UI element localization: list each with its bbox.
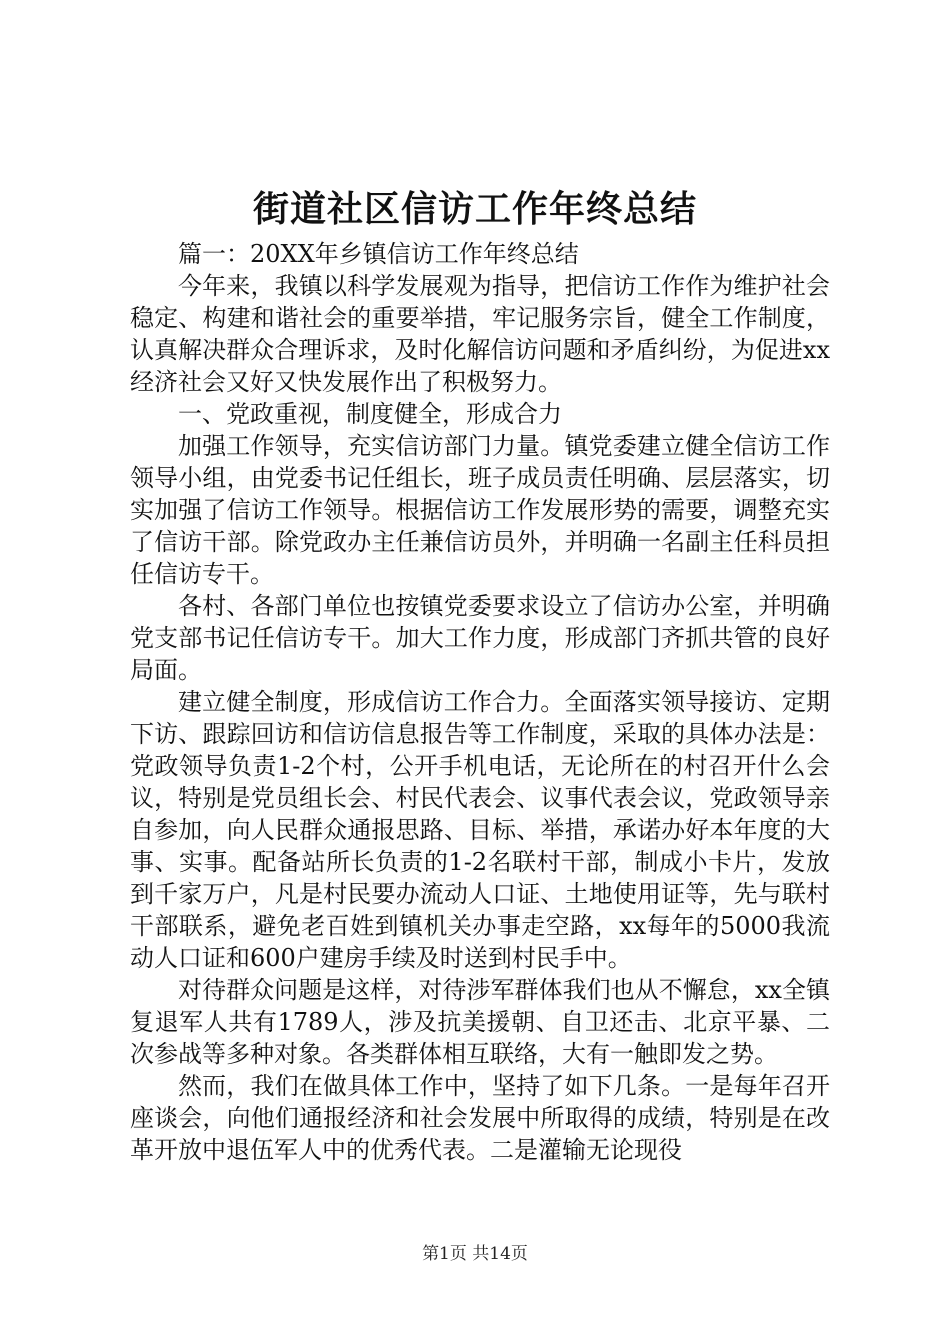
paragraph: 对待群众问题是这样，对待涉军群体我们也从不懈怠，xx全镇复退军人共有1789人，涉及抗美援朝、自卫还击、北京平暴、二次参战等多种对象。各类群体相互联络，大有一触即发之势。 bbox=[130, 976, 830, 1068]
paragraph: 今年来，我镇以科学发展观为指导，把信访工作作为维护社会稳定、构建和谐社会的重要举措，牢记服务宗旨，健全工作制度，认真解决群众合理诉求，及时化解信访问题和矛盾纠纷，为促进xx经济社会又好又快发展作出了积极努力。 bbox=[130, 272, 830, 396]
paragraph: 加强工作领导，充实信访部门力量。镇党委建立健全信访工作领导小组，由党委书记任组长，班子成员责任明确、层层落实，切实加强了信访工作领导。根据信访工作发展形势的需要，调整充实了信访干部。除党政办主任兼信访员外，并明确一名副主任科员担任信访专干。 bbox=[130, 432, 830, 588]
document-body bbox=[130, 238, 830, 1166]
section-heading: 篇一：20XX年乡镇信访工作年终总结 bbox=[178, 240, 579, 268]
paragraph: 建立健全制度，形成信访工作合力。全面落实领导接访、定期下访、跟踪回访和信访信息报告等工作制度，采取的具体办法是：党政领导负责1-2个村，公开手机电话，无论所在的村召开什么会议，特别是党员组长会、村民代表会、议事代表会议，党政领导亲自参加，向人民群众通报思路、目标、举措，承诺办好本年度的大事、实事。配备站所长负责的1-2名联村干部，制成小卡片，发放到千家万户，凡是村民要办流动人口证、土地使用证等，先与联村干部联系，避免老百姓到镇机关办事走空路，xx每年的5000我流动人口证和600户建房手续及时送到村民手中。 bbox=[130, 688, 830, 972]
paragraph: 然而，我们在做具体工作中，坚持了如下几条。一是每年召开座谈会，向他们通报经济和社会发展中所取得的成绩，特别是在改革开放中退伍军人中的优秀代表。二是灌输无论现役 bbox=[130, 1072, 830, 1164]
page-number-footer: 第1页 共14页 bbox=[422, 1244, 528, 1264]
subsection-heading: 一、党政重视，制度健全，形成合力 bbox=[178, 400, 562, 428]
document-title: 街道社区信访工作年终总结 bbox=[252, 188, 697, 230]
paragraph: 各村、各部门单位也按镇党委要求设立了信访办公室，并明确党支部书记任信访专干。加大工作力度，形成部门齐抓共管的良好局面。 bbox=[130, 592, 830, 684]
